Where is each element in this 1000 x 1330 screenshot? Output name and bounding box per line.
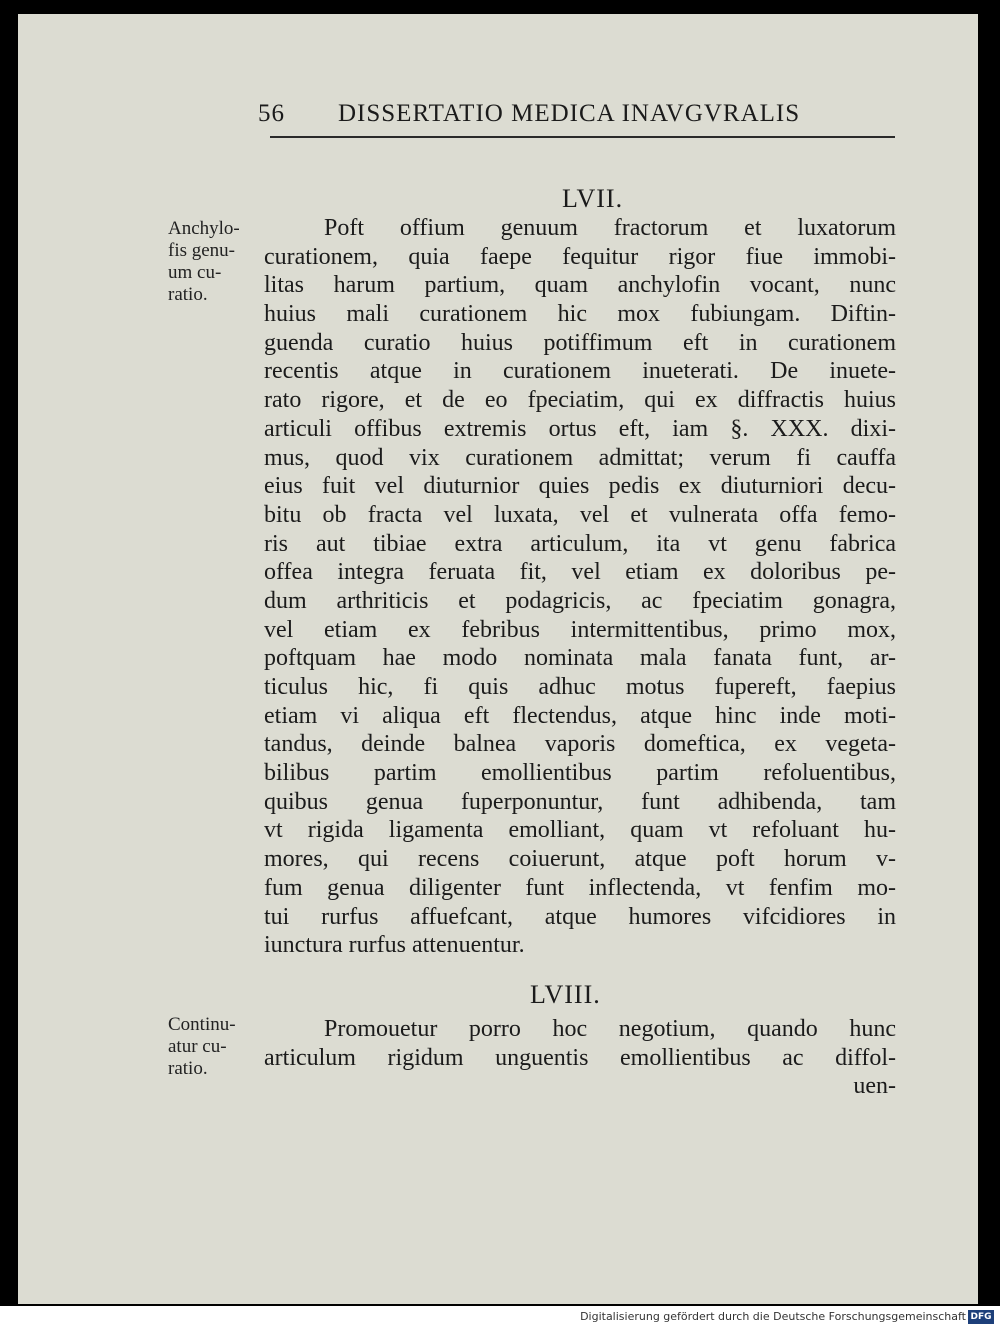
text-line: iunctura rurfus attenuentur. — [264, 932, 525, 959]
text-line: litas harum partium, quam anchylofin vocant, nunc — [264, 272, 896, 299]
text-line: ris aut tibiae extra articulum, ita vt genu fabrica — [264, 530, 896, 557]
text-line: recentis atque in curationem inueterati. De inuete- — [264, 358, 896, 385]
dfg-logo: DFG — [968, 1310, 994, 1324]
page-number: 56 — [258, 100, 285, 127]
text-line: mores, qui recens coiuerunt, atque poft horum v- — [264, 846, 896, 873]
text-line: rato rigore, et de eo fpeciatim, qui ex diffractis huius — [264, 387, 896, 414]
footer-strip — [0, 1306, 1000, 1330]
text-line: guenda curatio huius potiffimum eft in curationem — [264, 329, 896, 356]
text-line: bitu ob fracta vel luxata, vel et vulnerata offa femo- — [264, 501, 896, 528]
running-header — [258, 100, 838, 136]
text-line: tandus, deinde balnea vaporis domeftica, ex vegeta- — [264, 731, 896, 758]
text-line: articulum rigidum unguentis emollientibus ac diffol- — [264, 1044, 896, 1071]
text-line: offea integra feruata fit, vel etiam ex doloribus pe- — [264, 559, 896, 586]
margin-note: Continu- atur cu- ratio. — [168, 1014, 236, 1079]
document-page — [18, 14, 978, 1304]
text-line: Promouetur porro hoc negotium, quando hunc — [324, 1016, 896, 1042]
text-line: Poft offium genuum fractorum et luxatorum — [324, 215, 896, 241]
text-line: curationem, quia faepe fequitur rigor fiue immobi- — [264, 243, 896, 270]
section-body — [264, 1015, 896, 1101]
text-line: vel etiam ex febribus intermittentibus, primo mox, — [264, 616, 896, 643]
text-line: bilibus partim emollientibus partim refoluentibus, — [264, 760, 896, 787]
section-number: LVIII. — [530, 980, 601, 1009]
section-body — [264, 214, 896, 960]
text-line: eius fuit vel diuturnior quies pedis ex diuturniori decu- — [264, 473, 896, 500]
running-title: DISSERTATIO MEDICA INAVGVRALIS — [338, 100, 801, 127]
text-line: dum arthriticis et podagricis, ac fpeciatim gonagra, — [264, 587, 896, 614]
catchword: uen- — [853, 1073, 896, 1100]
section-number: LVII. — [562, 184, 624, 213]
text-line: vt rigida ligamenta emolliant, quam vt refoluant hu- — [264, 817, 896, 844]
funding-credit: Digitalisierung gefördert durch die Deutsche Forschungsgemeinschaft — [580, 1310, 966, 1323]
text-line: fum genua diligenter funt inflectenda, vt fenfim mo- — [264, 874, 896, 901]
margin-note: Anchylo- fis genu- um cu- ratio. — [168, 218, 240, 305]
text-line: ticulus hic, fi quis adhuc motus fupereft, faepius — [264, 674, 896, 700]
text-line: tui rurfus affuefcant, atque humores vifcidiores in — [264, 903, 896, 930]
text-line: quibus genua fuperponuntur, funt adhibenda, tam — [264, 788, 896, 815]
text-line: etiam vi aliqua eft flectendus, atque hinc inde moti- — [264, 702, 896, 729]
header-rule — [270, 136, 895, 138]
text-line: poftquam hae modo nominata mala fanata funt, ar- — [264, 645, 896, 672]
text-line: huius mali curationem hic mox fubiungam. Diftin- — [264, 301, 896, 328]
text-line: mus, quod vix curationem admittat; verum fi cauffa — [264, 444, 896, 471]
text-line: articuli offibus extremis ortus eft, iam §. XXX. dixi- — [264, 415, 896, 442]
